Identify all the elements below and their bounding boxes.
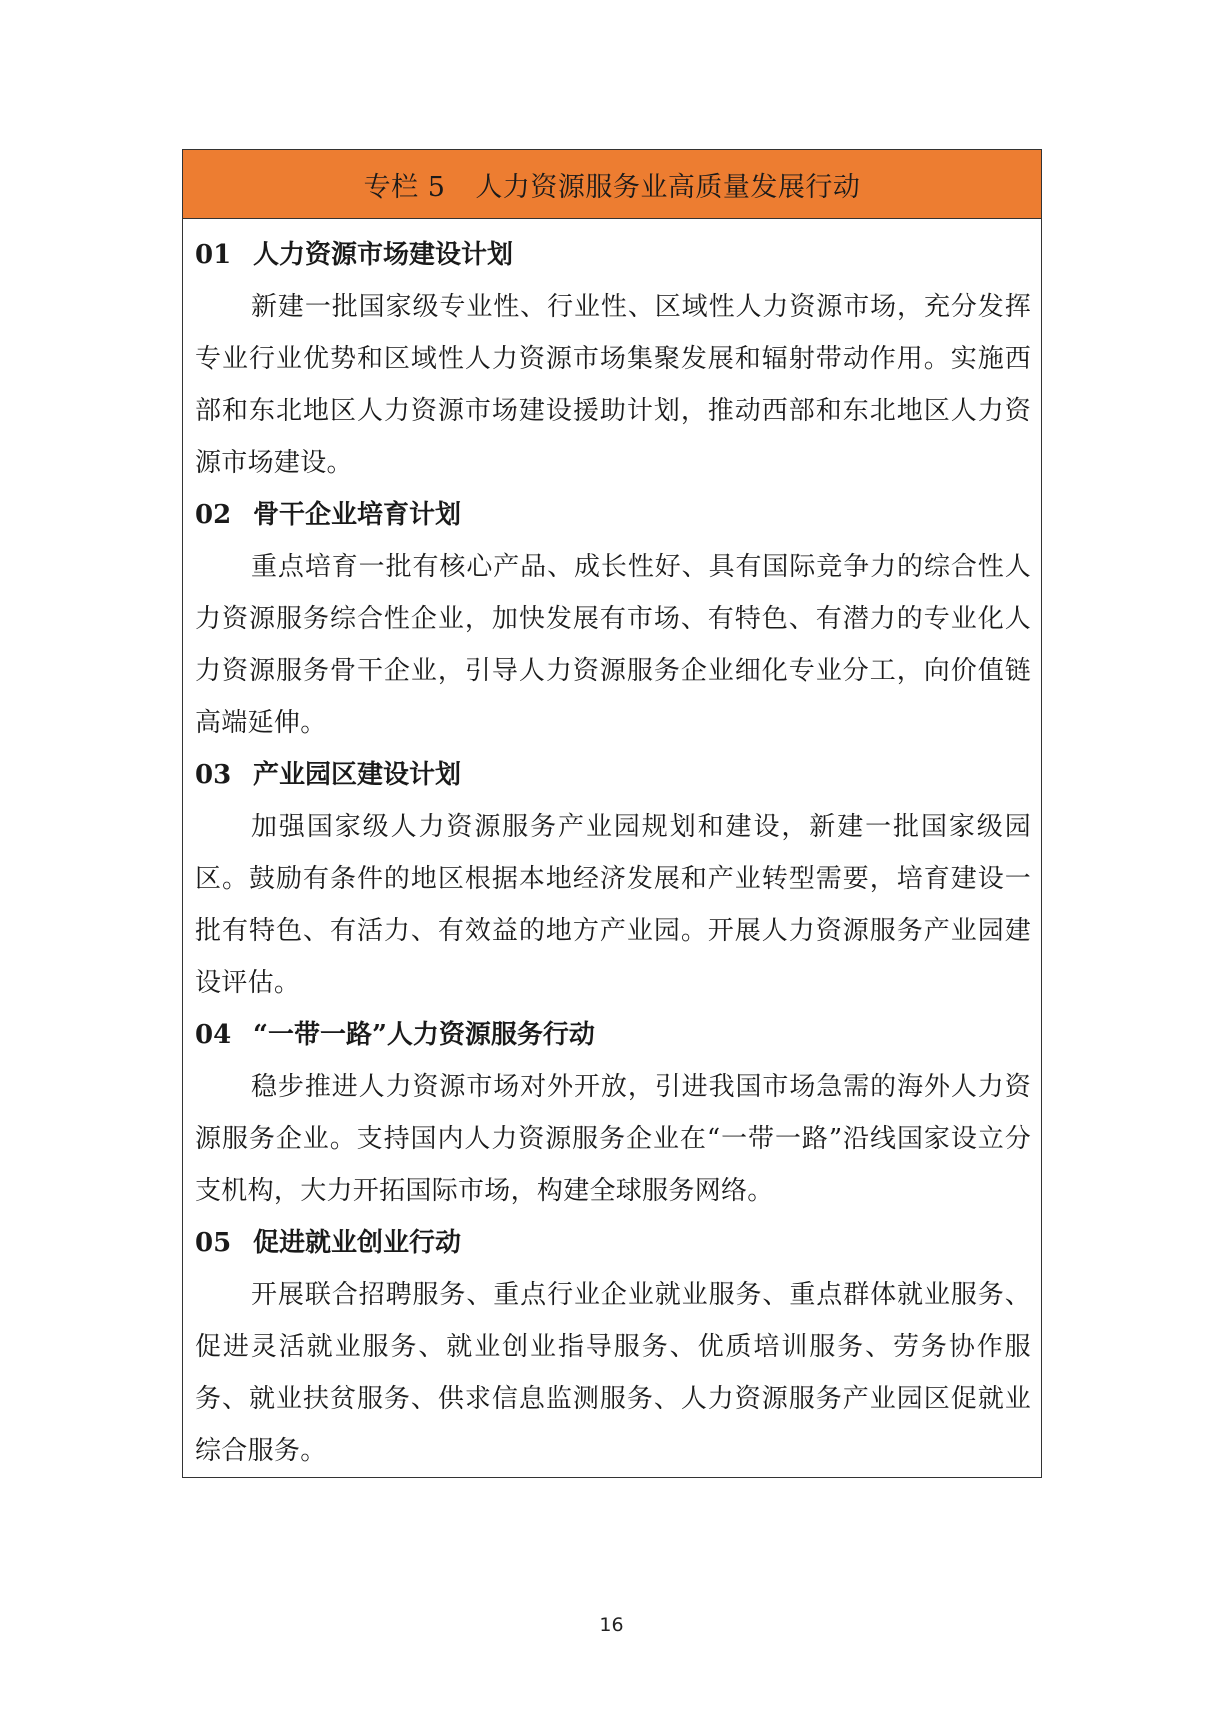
- column-title: 人力资源服务业高质量发展行动: [475, 171, 861, 203]
- section-heading: [195, 1009, 1031, 1061]
- section: [195, 749, 1031, 1009]
- section-heading: [195, 489, 1031, 541]
- section-text: 开展联合招聘服务、重点行业企业就业服务、重点群体就业服务、促进灵活就业服务、就业创业指导服务、优质培训服务、劳务协作服务、就业扶贫服务、供求信息监测服务、人力资源服务产业园区促就业综合服务。: [195, 1280, 1031, 1466]
- column-box: [182, 149, 1042, 1478]
- section-heading: [195, 749, 1031, 801]
- section: [195, 489, 1031, 749]
- column-body: [183, 219, 1041, 1477]
- section-heading: [195, 229, 1031, 281]
- column-header: [183, 150, 1041, 219]
- section: [195, 229, 1031, 489]
- section-code: 04: [195, 1020, 232, 1050]
- section-title: 骨干企业培育计划: [253, 500, 462, 530]
- section-text: 加强国家级人力资源服务产业园规划和建设，新建一批国家级园区。鼓励有条件的地区根据本地经济发展和产业转型需要，培育建设一批有特色、有活力、有效益的地方产业园。开展人力资源服务产业园建设评估。: [195, 812, 1031, 998]
- section-code: 02: [195, 500, 232, 530]
- section-title: “一带一路”人力资源服务行动: [253, 1020, 595, 1050]
- section-title: 人力资源市场建设计划: [253, 240, 514, 270]
- section-title: 产业园区建设计划: [253, 760, 462, 790]
- section: [195, 1217, 1031, 1477]
- section-code: 01: [195, 240, 232, 270]
- section-text: 稳步推进人力资源市场对外开放，引进我国市场急需的海外人力资源服务企业。支持国内人力资源服务企业在“一带一路”沿线国家设立分支机构，大力开拓国际市场，构建全球服务网络。: [195, 1072, 1031, 1206]
- section-text: 新建一批国家级专业性、行业性、区域性人力资源市场，充分发挥专业行业优势和区域性人力资源市场集聚发展和辐射带动作用。实施西部和东北地区人力资源市场建设援助计划，推动西部和东北地区人力资源市场建设。: [195, 292, 1031, 478]
- section-title: 促进就业创业行动: [253, 1228, 462, 1258]
- column-label: 专栏 5: [363, 171, 446, 203]
- section-heading: [195, 1217, 1031, 1269]
- section-text: 重点培育一批有核心产品、成长性好、具有国际竞争力的综合性人力资源服务综合性企业，加快发展有市场、有特色、有潜力的专业化人力资源服务骨干企业，引导人力资源服务企业细化专业分工，向价值链高端延伸。: [195, 552, 1031, 738]
- section: [195, 1009, 1031, 1217]
- section-code: 03: [195, 760, 232, 790]
- section-code: 05: [195, 1228, 232, 1258]
- page-number: 16: [599, 1614, 624, 1636]
